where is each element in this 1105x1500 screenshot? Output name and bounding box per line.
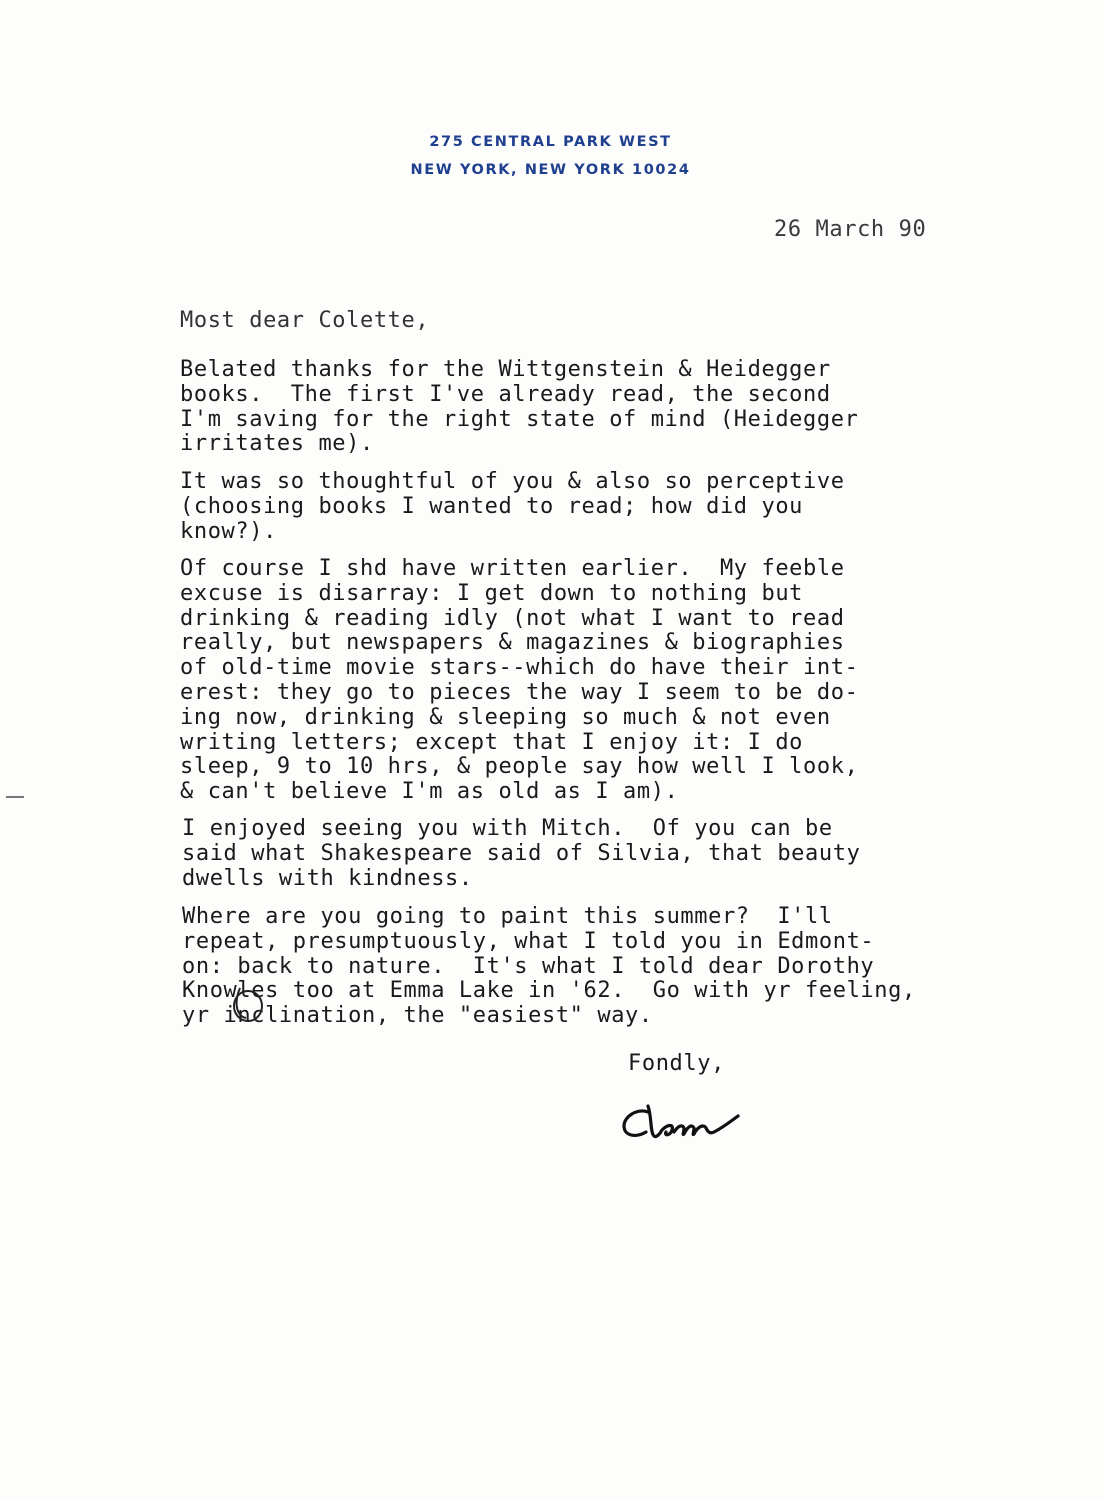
closing: Fondly, — [628, 1051, 725, 1076]
letter-date: 26 March 90 — [774, 217, 927, 242]
letterhead-city: NEW YORK, NEW YORK 10024 — [410, 162, 691, 178]
paragraph-1: Belated thanks for the Wittgenstein & Heidegger books. The first I've already read, the second I'm saving for the right state of mind (Heidegger irritates me). — [180, 357, 859, 457]
signature — [618, 1098, 748, 1148]
letterhead-street: 275 CENTRAL PARK WEST — [429, 134, 672, 150]
paragraph-3: Of course I shd have written earlier. My feeble excuse is disarray: I get down to nothing but drinking & reading idly (not what I want to read really, but newspapers & magazines & biographies of old-time movie stars--which do have their int- erest: they go to pieces the way I seem to be do- ing now, drinking & sleeping so much & not even writing letters; except that I enjoy it: I do sleep, 9 to 10 hrs, & people say how well I look, & can't believe I'm as old as I am). — [180, 556, 859, 805]
salutation: Most dear Colette, — [180, 308, 430, 333]
paragraph-5: Where are you going to paint this summer? I'll repeat, presumptuously, what I told you in Edmont- on: back to nature. It's what I told dear Dorothy Knowles too at Emma Lake in '62. Go with yr feeling, yr inclination, the "easiest" way. — [182, 904, 916, 1029]
margin-mark — [6, 796, 24, 798]
handwritten-correction-mark — [226, 982, 272, 1028]
paragraph-4: I enjoyed seeing you with Mitch. Of you can be said what Shakespeare said of Silvia, that beauty dwells with kindness. — [182, 816, 861, 891]
paragraph-2: It was so thoughtful of you & also so perceptive (choosing books I wanted to read; how did you know?). — [180, 469, 845, 544]
